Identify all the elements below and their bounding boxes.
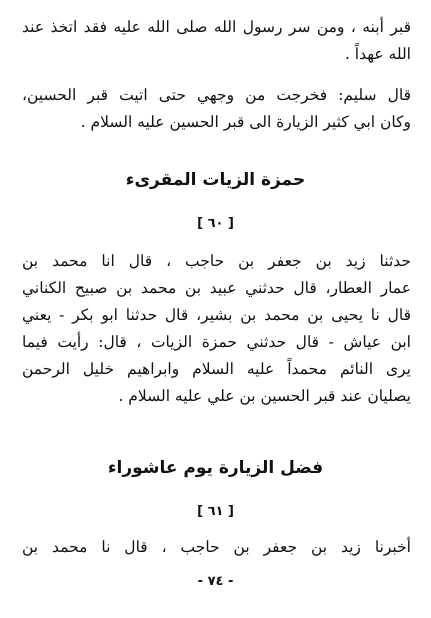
hadith-text [22, 534, 411, 561]
hadith-text [22, 248, 411, 410]
section-heading: فضل الزيارة يوم عاشوراء [107, 458, 324, 478]
text-line: يرى النائم محمداً عليه السلام وابراهيم خليل الرحمن [22, 360, 411, 378]
section-heading: حمزة الزيات المقرىء [125, 170, 306, 190]
text-line: أخبرنا زيد بن جعفر بن حاجب ، قال نا محمد بن [22, 538, 411, 556]
text-line: الله عهداً . [344, 45, 411, 63]
paragraph-salim [22, 82, 411, 136]
paragraph-continuation [22, 14, 411, 68]
page-number: - ٧٤ - [197, 574, 234, 589]
hadith-number: [ ٦٠ ] [197, 216, 234, 231]
text-line: عمار العطار، قال حدثني عبيد بن محمد بن صبيح الكناني [22, 279, 411, 297]
text-line: ابن عياش - قال حدثني حمزة الزيات ، قال: رأيت فيما [22, 333, 411, 351]
text-line: وكان ابي كثير الزيارة الى قبر الحسين عليه السلام . [80, 113, 411, 131]
text-line: قبر أبنه ، ومن سر رسول الله صلى الله عليه فقد اتخذ عند [22, 18, 411, 36]
text-line: قال نا يحيى بن محمد بن بشير، قال حدثنا ابو بكر - يعني [22, 306, 411, 324]
text-line: يصليان عند قبر الحسين بن علي عليه السلام . [118, 387, 411, 405]
text-line: قال سليم: فخرجت من وجهي حتى اتيت قبر الحسين، [22, 86, 411, 104]
hadith-number: [ ٦١ ] [197, 504, 234, 519]
text-line: حدثنا زيد بن جعفر بن حاجب ، قال انا محمد بن [22, 252, 411, 270]
